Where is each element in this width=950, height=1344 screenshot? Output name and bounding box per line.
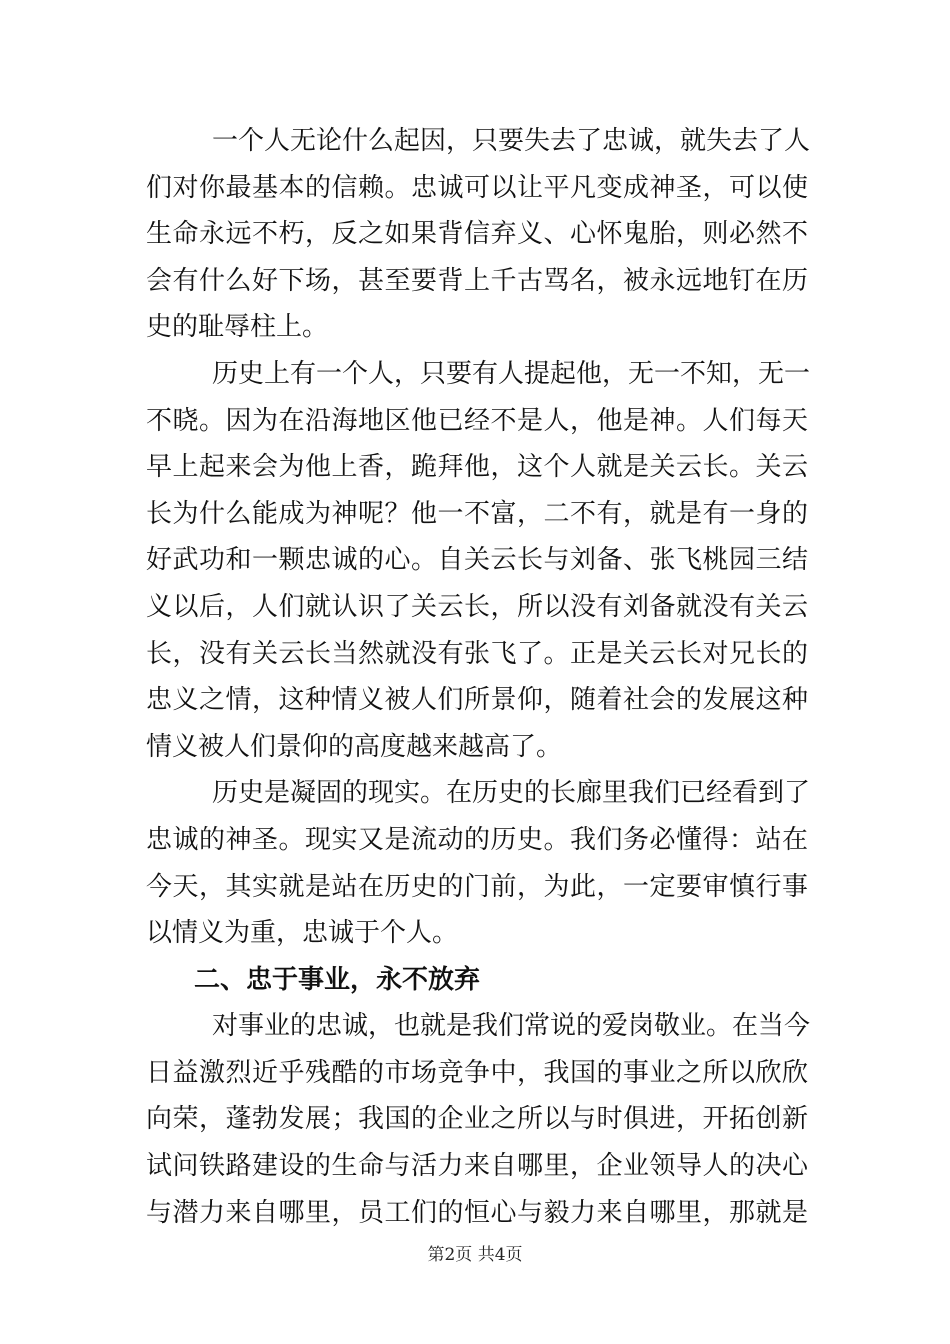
paragraph-line: 义以后，人们就认识了关云长，所以没有刘备就没有关云 — [146, 591, 808, 622]
paragraph-line: 好武功和一颗忠诚的心。自关云长与刘备、张飞桃园三结 — [146, 545, 808, 576]
paragraph-line: 史的耻辱柱上。 — [146, 312, 329, 343]
paragraph-line: 生命永远不朽，反之如果背信弃义、心怀鬼胎，则必然不 — [146, 219, 808, 250]
paragraph-line: 与潜力来自哪里，员工们的恒心与毅力来自哪里，那就是 — [146, 1197, 808, 1228]
page-footer: 第2页 共4页 — [427, 1245, 523, 1265]
paragraph-line: 们对你最基本的信赖。忠诚可以让平凡变成神圣，可以使 — [146, 172, 808, 203]
paragraph-line: 忠义之情，这种情义被人们所景仰，随着社会的发展这种 — [146, 685, 808, 716]
paragraph-line: 以情义为重，忠诚于个人。 — [146, 918, 459, 949]
paragraph-line: 不晓。因为在沿海地区他已经不是人，他是神。人们每天 — [146, 405, 808, 436]
section-heading: 二、忠于事业，永不放弃 — [194, 964, 481, 995]
paragraph-line: 今天，其实就是站在历史的门前，为此，一定要审慎行事 — [146, 871, 808, 902]
paragraph-line: 情义被人们景仰的高度越来越高了。 — [146, 731, 563, 762]
paragraph-line: 忠诚的神圣。现实又是流动的历史。我们务必懂得：站在 — [146, 824, 808, 855]
paragraph-line: 一个人无论什么起因，只要失去了忠诚，就失去了人 — [212, 126, 811, 156]
paragraph-line: 试问铁路建设的生命与活力来自哪里，企业领导人的决心 — [146, 1151, 808, 1182]
paragraph-line: 历史是凝固的现实。在历史的长廊里我们已经看到了 — [212, 778, 811, 809]
paragraph-line: 长为什么能成为神呢？他一不富，二不有，就是有一身的 — [146, 498, 808, 529]
paragraph-line: 历史上有一个人，只要有人提起他，无一不知，无一 — [212, 358, 811, 389]
document-body — [146, 118, 811, 1236]
paragraph-line: 对事业的忠诚，也就是我们常说的爱岗敬业。在当今 — [212, 1011, 811, 1042]
paragraph-line: 长，没有关云长当然就没有张飞了。正是关云长对兄长的 — [146, 638, 808, 669]
paragraph-line: 会有什么好下场，甚至要背上千古骂名，被永远地钉在历 — [146, 265, 808, 296]
paragraph-line: 早上起来会为他上香，跪拜他，这个人就是关云长。关云 — [146, 452, 808, 483]
paragraph-line: 日益激烈近乎残酷的市场竞争中，我国的事业之所以欣欣 — [146, 1057, 808, 1088]
paragraph-line: 向荣，蓬勃发展；我国的企业之所以与时俱进，开拓创新 — [146, 1104, 808, 1135]
